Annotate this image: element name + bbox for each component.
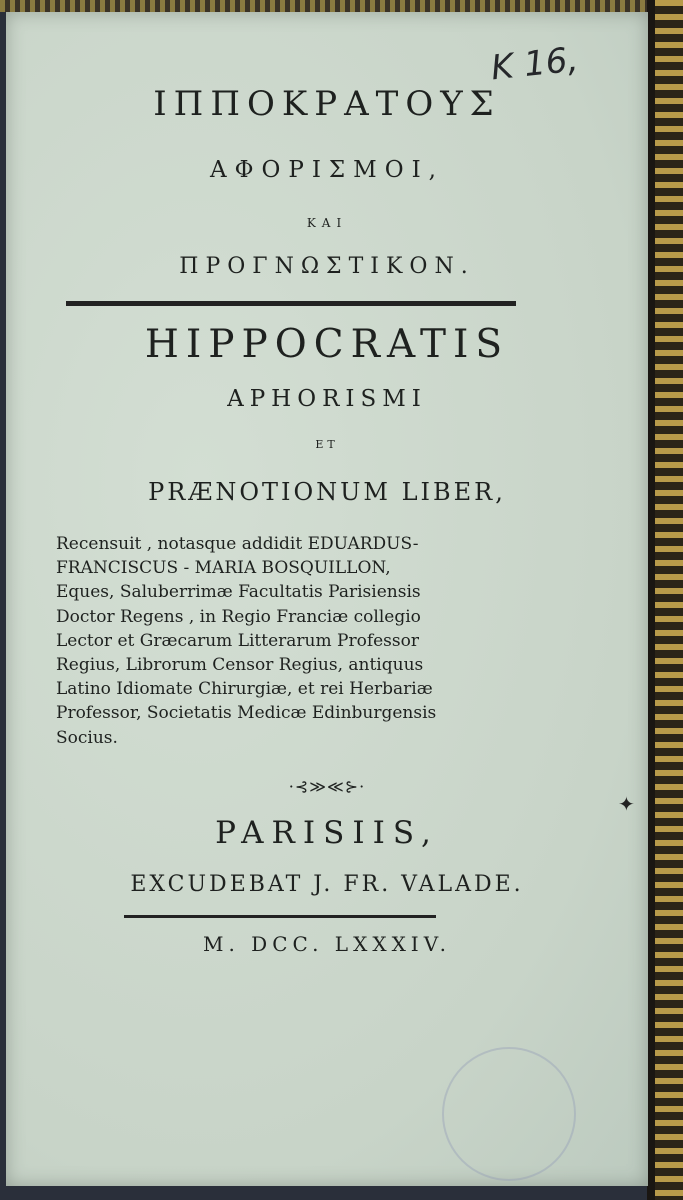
shelfmark: K 16, [489, 39, 581, 89]
latin-author: HIPPOCRATIS [144, 322, 510, 367]
latin-work-1: APHORISMI [227, 386, 427, 412]
credit-line: Recensuit , notasque addidit EDUARDUS- [56, 534, 419, 554]
editor-credits [56, 532, 516, 750]
credit-line: Latino Idiomate Chirurgiæ, et rei Herbariæ [56, 679, 433, 700]
credit-line: Lector et Græcarum Litterarum Professor [56, 630, 419, 651]
credit-line: Regius, Librorum Censor Regius, antiquus [56, 655, 424, 676]
top-binding-edge [0, 0, 683, 12]
credit-line: Professor, Societatis Medicæ Edinburgensis [56, 703, 437, 724]
faded-library-stamp [442, 1047, 576, 1181]
imprint-printer: EXCUDEBAT J. FR. VALADE. [130, 872, 524, 897]
greek-work-2: ΠΡΟΓΝΩΣΤΙΚΟΝ. [179, 254, 475, 279]
divider-rule [66, 301, 516, 306]
title-page [6, 12, 648, 1186]
credit-line: Doctor Regens , in Regio Franciæ collegio [56, 606, 421, 627]
binding-shadow [647, 0, 655, 1200]
credit-line: Eques, Saluberrimæ Facultatis Parisiensis [56, 582, 421, 603]
latin-conjunction: ET [315, 438, 339, 451]
credit-line: FRANCISCUS - MARIA BOSQUILLON, [56, 558, 391, 579]
imprint-rule [124, 915, 436, 918]
imprint-year: M. DCC. LXXXIV. [202, 932, 452, 956]
latin-work-2: PRÆNOTIONUM LIBER, [148, 478, 506, 506]
ornament: ·⊰≫≪⊱· [288, 777, 366, 796]
greek-work-1: ΑΦΟΡΙΣΜΟΙ, [210, 157, 444, 183]
ink-mark: ✦ [618, 792, 635, 816]
imprint-city: PARISIIS, [215, 815, 439, 851]
greek-author: ΙΠΠΟΚΡΑΤΟΥΣ [153, 84, 501, 124]
greek-conjunction: ΚΑΙ [306, 216, 348, 230]
credit-line: Socius. [56, 727, 118, 748]
